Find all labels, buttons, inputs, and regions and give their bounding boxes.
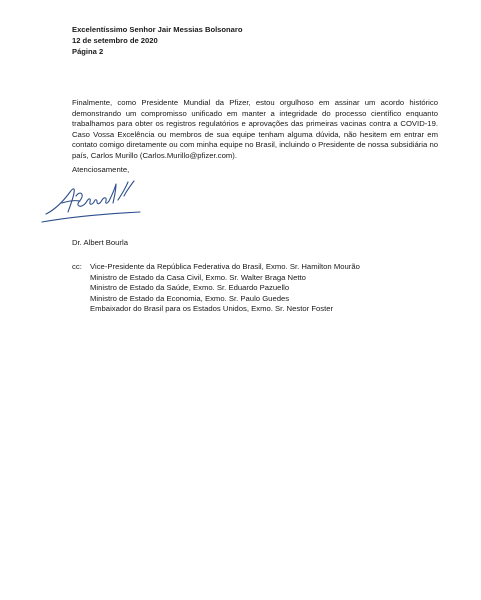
date-line: 12 de setembro de 2020 (72, 36, 158, 45)
closing-salutation: Atenciosamente, (72, 165, 130, 174)
cc-recipient: Ministro de Estado da Casa Civil, Exmo. Sr. Walter Braga Netto (90, 272, 306, 282)
recipient-line: Excelentíssimo Senhor Jair Messias Bolsonaro (72, 25, 243, 34)
cc-recipient: Ministro de Estado da Economia, Exmo. Sr. Paulo Guedes (90, 293, 290, 303)
cc-recipient: Ministro de Estado da Saúde, Exmo. Sr. Eduardo Pazuello (90, 283, 290, 292)
letter-header (72, 24, 243, 57)
page-number: Página 2 (72, 47, 104, 56)
cc-list (90, 262, 420, 315)
cc-recipient: Embaixador do Brasil para os Estados Unidos, Exmo. Sr. Nestor Foster (90, 304, 334, 313)
signer-name: Dr. Albert Bourla (72, 238, 128, 247)
body-paragraph: Finalmente, como Presidente Mundial da Pfizer, estou orgulhoso em assinar um acordo histórico demonstrando um compromisso unificado em manter a integridade do processo científico enquanto trabalhamos para obter os registros regulatórios e aprovações das primeiras vacinas contra a COVID-19. Caso Vossa Excelência ou membros de sua equipe tenham alguma dúvida, não hesitem em entrar em contato comigo diretamente ou com minha equipe no Brasil, incluindo o Presidente de nossa subsidiária no país, Carlos Murillo (Carlos.Murillo@pfizer.com). (72, 98, 438, 160)
cc-label: cc: (72, 262, 82, 271)
cc-recipient: Vice-Presidente da República Federativa do Brasil, Exmo. Sr. Hamilton Mourão (90, 262, 360, 271)
signature-icon (40, 170, 150, 226)
